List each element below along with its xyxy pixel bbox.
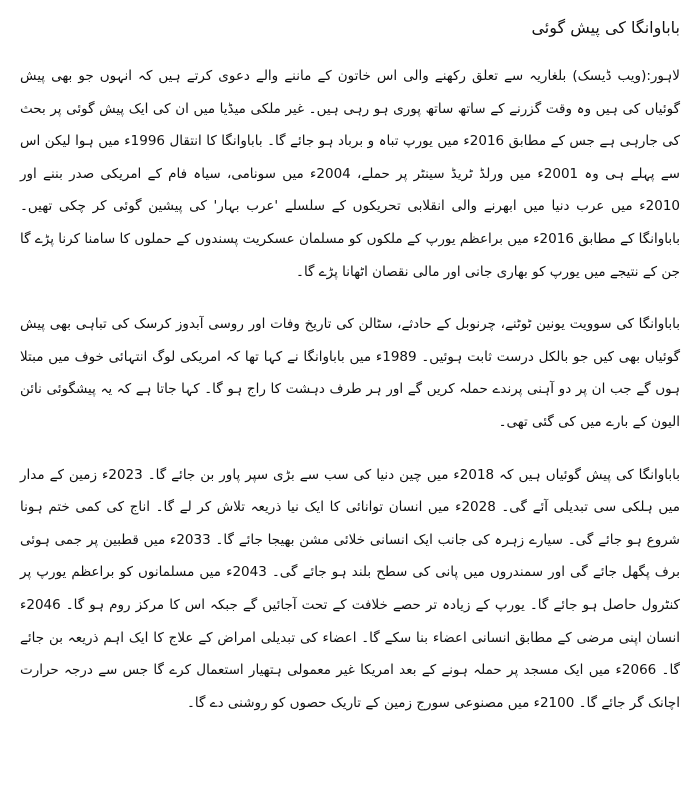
article — [20, 8, 680, 735]
article-paragraph-2: باباوانگا کی سوویت یونین ٹوٹنے، چرنوبل کے حادثے، سٹالن کی تاریخ وفات اور روسی آبدوز کرسک کی تباہی بھی پیش گوئیاں بھی کیں جو بالکل درست ثابت ہوئیں۔ 1989ء میں باباوانگا نے کہا تھا کہ امریکی لوگ انتہائی خوف میں مبتلا ہوں گے جب ان پر دو آہنی پرندے حملہ کریں گے اور ہر طرف دہشت کا راج ہو گا۔ کہا جاتا ہے کہ یہ پیشگوئی نائن الیون کے بارے میں کی گئی تھی۔ — [20, 316, 680, 430]
article-title: باباوانگا کی پیش گوئی — [531, 18, 680, 37]
article-paragraph-3: باباوانگا کی پیش گوئیاں ہیں کہ 2018ء میں چین دنیا کی سب سے بڑی سپر پاور بن جائے گا۔ 2023ء زمین کے مدار میں ہلکی سی تبدیلی آئے گی۔ 2028ء میں انسان توانائی کا ایک نیا ذریعہ تلاش کر لے گا۔ اناج کی کمی ختم ہونا شروع ہو جائے گی۔ سیارے زہرہ کی جانب ایک انسانی خلائی مشن بھیجا جائے گا۔ 2033ء میں قطبین پر جمی ہوئی برف پگھل جائے گی اور سمندروں میں پانی کی سطح بلند ہو جائے گی۔ 2043ء میں مسلمانوں کو براعظم یورپ پر کنٹرول حاصل ہو جائے گا۔ یورپ کے زیادہ تر حصے خلافت کے تحت آجائیں گے جبکہ اس کا مرکز روم ہو گا۔ 2046ء انسان اپنی مرضی کے مطابق انسانی اعضاء بنا سکے گا۔ اعضاء کی تبدیلی امراض کے علاج کا ایک اہم ذریعہ بن جائے گا۔ 2066ء میں ایک مسجد پر حملہ ہونے کے بعد امریکا غیر معمولی ہتھیار استعمال کرے گا جس سے درجہ حرارت اچانک گر جائے گا۔ 2100ء میں مصنوعی سورج زمین کے تاریک حصوں کو روشنی دے گا۔ — [20, 466, 681, 711]
article-paragraph-1: لاہور:(ویب ڈیسک) بلغاریہ سے تعلق رکھنے والی اس خاتون کے ماننے والے دعوی کرتے ہیں کہ انہوں جو بھی پیش گوئیاں کی ہیں وہ وقت گزرنے کے ساتھ ساتھ پوری ہو رہی ہیں۔ غیر ملکی میڈیا میں ان کی ایک پیش گوئی پر بحث کی جارہی ہے جس کے مطابق 2016ء میں یورپ تباہ و برباد ہو جائے گا۔ باباوانگا کا انتقال 1996ء میں ہوا لیکن اس سے پہلے ہی وہ 2001ء میں ورلڈ ٹریڈ سینٹر پر حملے، 2004ء میں سونامی، سیاہ فام کے امریکی صدر بننے اور 2010ء میں عرب دنیا میں ابھرنے والی انقلابی تحریکوں کے سلسلے 'عرب بہار' کی پیشین گوئی کر چکی تھیں۔ باباوانگا کے مطابق 2016ء میں براعظم یورپ کے ملکوں کو مسلمان عسکریت پسندوں کے حملوں کا سامنا کرنا پڑے گا جن کے نتیجے میں یورپ کو بھاری جانی اور مالی نقصان اٹھانا پڑے گا۔ — [20, 68, 680, 280]
